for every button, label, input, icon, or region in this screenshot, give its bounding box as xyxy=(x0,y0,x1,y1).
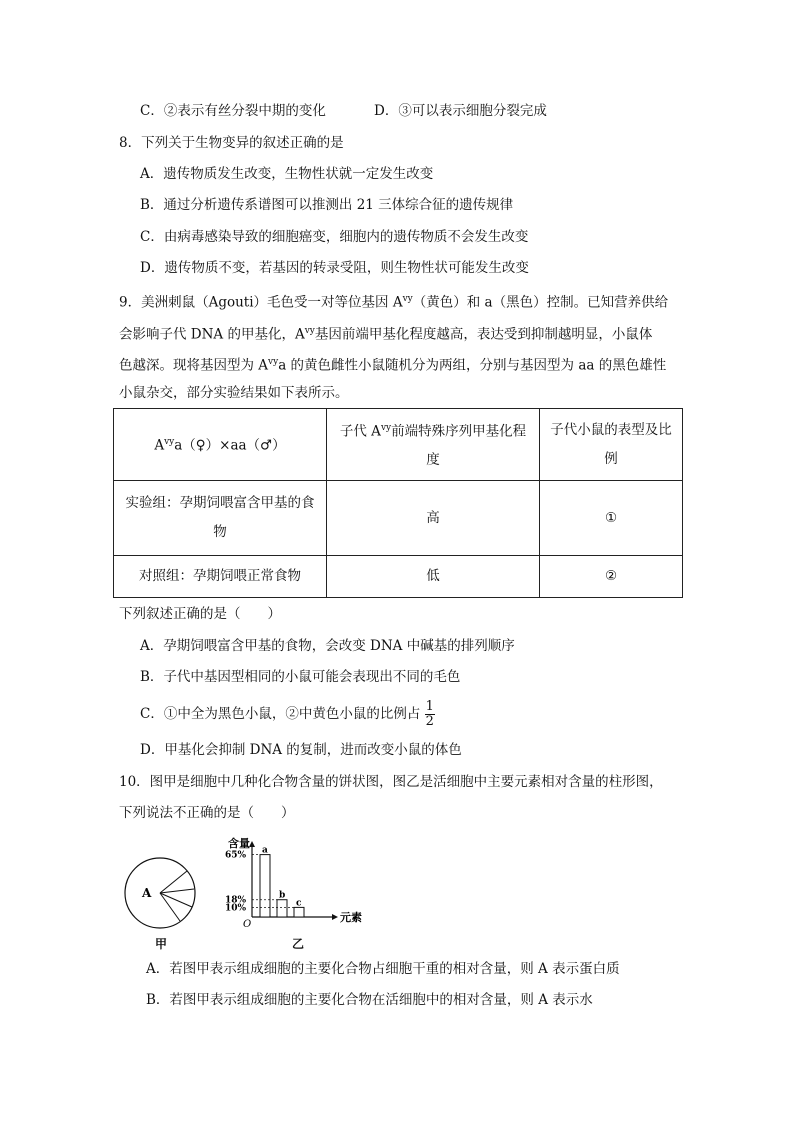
q9-stem-line-4: 小鼠杂交，部分实验结果如下表所示。 xyxy=(119,385,349,401)
q7-option-c: C．②表示有丝分裂中期的变化 xyxy=(140,103,326,119)
x-axis-arrow xyxy=(332,914,338,920)
q9-stem-line-2: 会影响子代 DNA 的甲基化，$A^{vy}$基因前端甲基化程度越高，表达受到抑制越明显，小鼠体 xyxy=(119,326,653,343)
header-phenotype: 子代小鼠的表型及比 例 xyxy=(540,409,683,481)
q9-option-b: B．子代中基因型相同的小鼠可能会表现出不同的毛色 xyxy=(140,669,461,685)
q10-option-a: A．若图甲表示组成细胞的主要化合物占细胞干重的相对含量，则 A 表示蛋白质 xyxy=(146,961,620,977)
q9-stem-line-3: 色越深。现将基因型为 $A^{vy}a$ 的黄色雌性小鼠随机分为两组，分别与基因型为 aa 的黑色雄性 xyxy=(119,357,667,374)
table-header-row xyxy=(114,409,683,481)
row-experiment-methylation: 高 xyxy=(327,481,540,556)
q8-option-b: B．通过分析遗传系谱图可以推测出 21 三体综合征的遗传规律 xyxy=(140,197,514,213)
q10-stem-line-1: 10．图甲是细胞中几种化合物含量的饼状图，图乙是活细胞中主要元素相对含量的柱形图， xyxy=(119,774,663,790)
bar-c xyxy=(294,907,304,917)
q9-option-d: D．甲基化会抑制 DNA 的复制，进而改变小鼠的体色 xyxy=(140,742,462,758)
fraction-one-half: $\frac{1}{2}$ xyxy=(425,699,434,729)
q8-option-c: C．由病毒感染导致的细胞癌变，细胞内的遗传物质不会发生改变 xyxy=(140,229,529,245)
q7-option-d: D．③可以表示细胞分裂完成 xyxy=(374,103,547,119)
q9-after-table: 下列叙述正确的是（ ） xyxy=(119,606,281,622)
header-methylation: 子代 $A^{vy}$前端特殊序列甲基化程 度 xyxy=(327,409,540,481)
row-experiment-group: 实验组：孕期饲喂富含甲基的食 物 xyxy=(114,481,327,556)
y-tick-c: 10% xyxy=(225,903,247,914)
q9-option-a: A．孕期饲喂富含甲基的食物，会改变 DNA 中碱基的排列顺序 xyxy=(140,638,515,654)
bar-chart-yi xyxy=(222,835,372,935)
bar-b xyxy=(277,900,287,917)
x-axis-label: 元素 xyxy=(340,911,362,924)
pie-label-a: A xyxy=(142,886,152,900)
experiment-table xyxy=(113,408,683,598)
row-control-result: ② xyxy=(540,556,683,598)
y-tick-b: 18% xyxy=(225,895,247,906)
bar-label-a: a xyxy=(262,845,268,856)
q8-option-a: A．遗传物质发生改变，生物性状就一定发生改变 xyxy=(140,166,434,182)
bar-label-b: b xyxy=(279,890,286,901)
q8-stem: 8．下列关于生物变异的叙述正确的是 xyxy=(119,135,344,151)
bar-label-c: c xyxy=(296,898,302,909)
q8-option-d: D．遗传物质不变，若基因的转录受阻，则生物性状可能发生改变 xyxy=(140,260,529,276)
row-control-methylation: 低 xyxy=(327,556,540,598)
row-experiment-result: ① xyxy=(540,481,683,556)
table-row xyxy=(114,481,683,556)
y-tick-a: 65% xyxy=(225,850,247,861)
q9-option-c: C．①中全为黑色小鼠，②中黄色小鼠的比例占 $\frac{1}{2}$ xyxy=(140,699,434,729)
y-axis-label: 含量 xyxy=(228,837,250,850)
q10-option-b: B．若图甲表示组成细胞的主要化合物在活细胞中的相对含量，则 A 表示水 xyxy=(146,992,593,1008)
q10-stem-line-2: 下列说法不正确的是（ ） xyxy=(119,805,295,821)
row-control-group: 对照组：孕期饲喂正常食物 xyxy=(114,556,327,598)
figure-label-jia: 甲 xyxy=(155,937,168,951)
figure-label-yi: 乙 xyxy=(292,937,305,951)
pie-figure-jia xyxy=(122,855,202,935)
q9-stem-line-1: 9．美洲刺鼠（Agouti）毛色受一对等位基因 $A^{vy}$（黄色）和 a（黑色）控制。已知营养供给 xyxy=(119,294,669,311)
table-row xyxy=(114,556,683,598)
origin-label: O xyxy=(243,919,252,930)
header-cross: $A^{vy}a(♀)\times aa(♂)$ xyxy=(114,409,327,481)
